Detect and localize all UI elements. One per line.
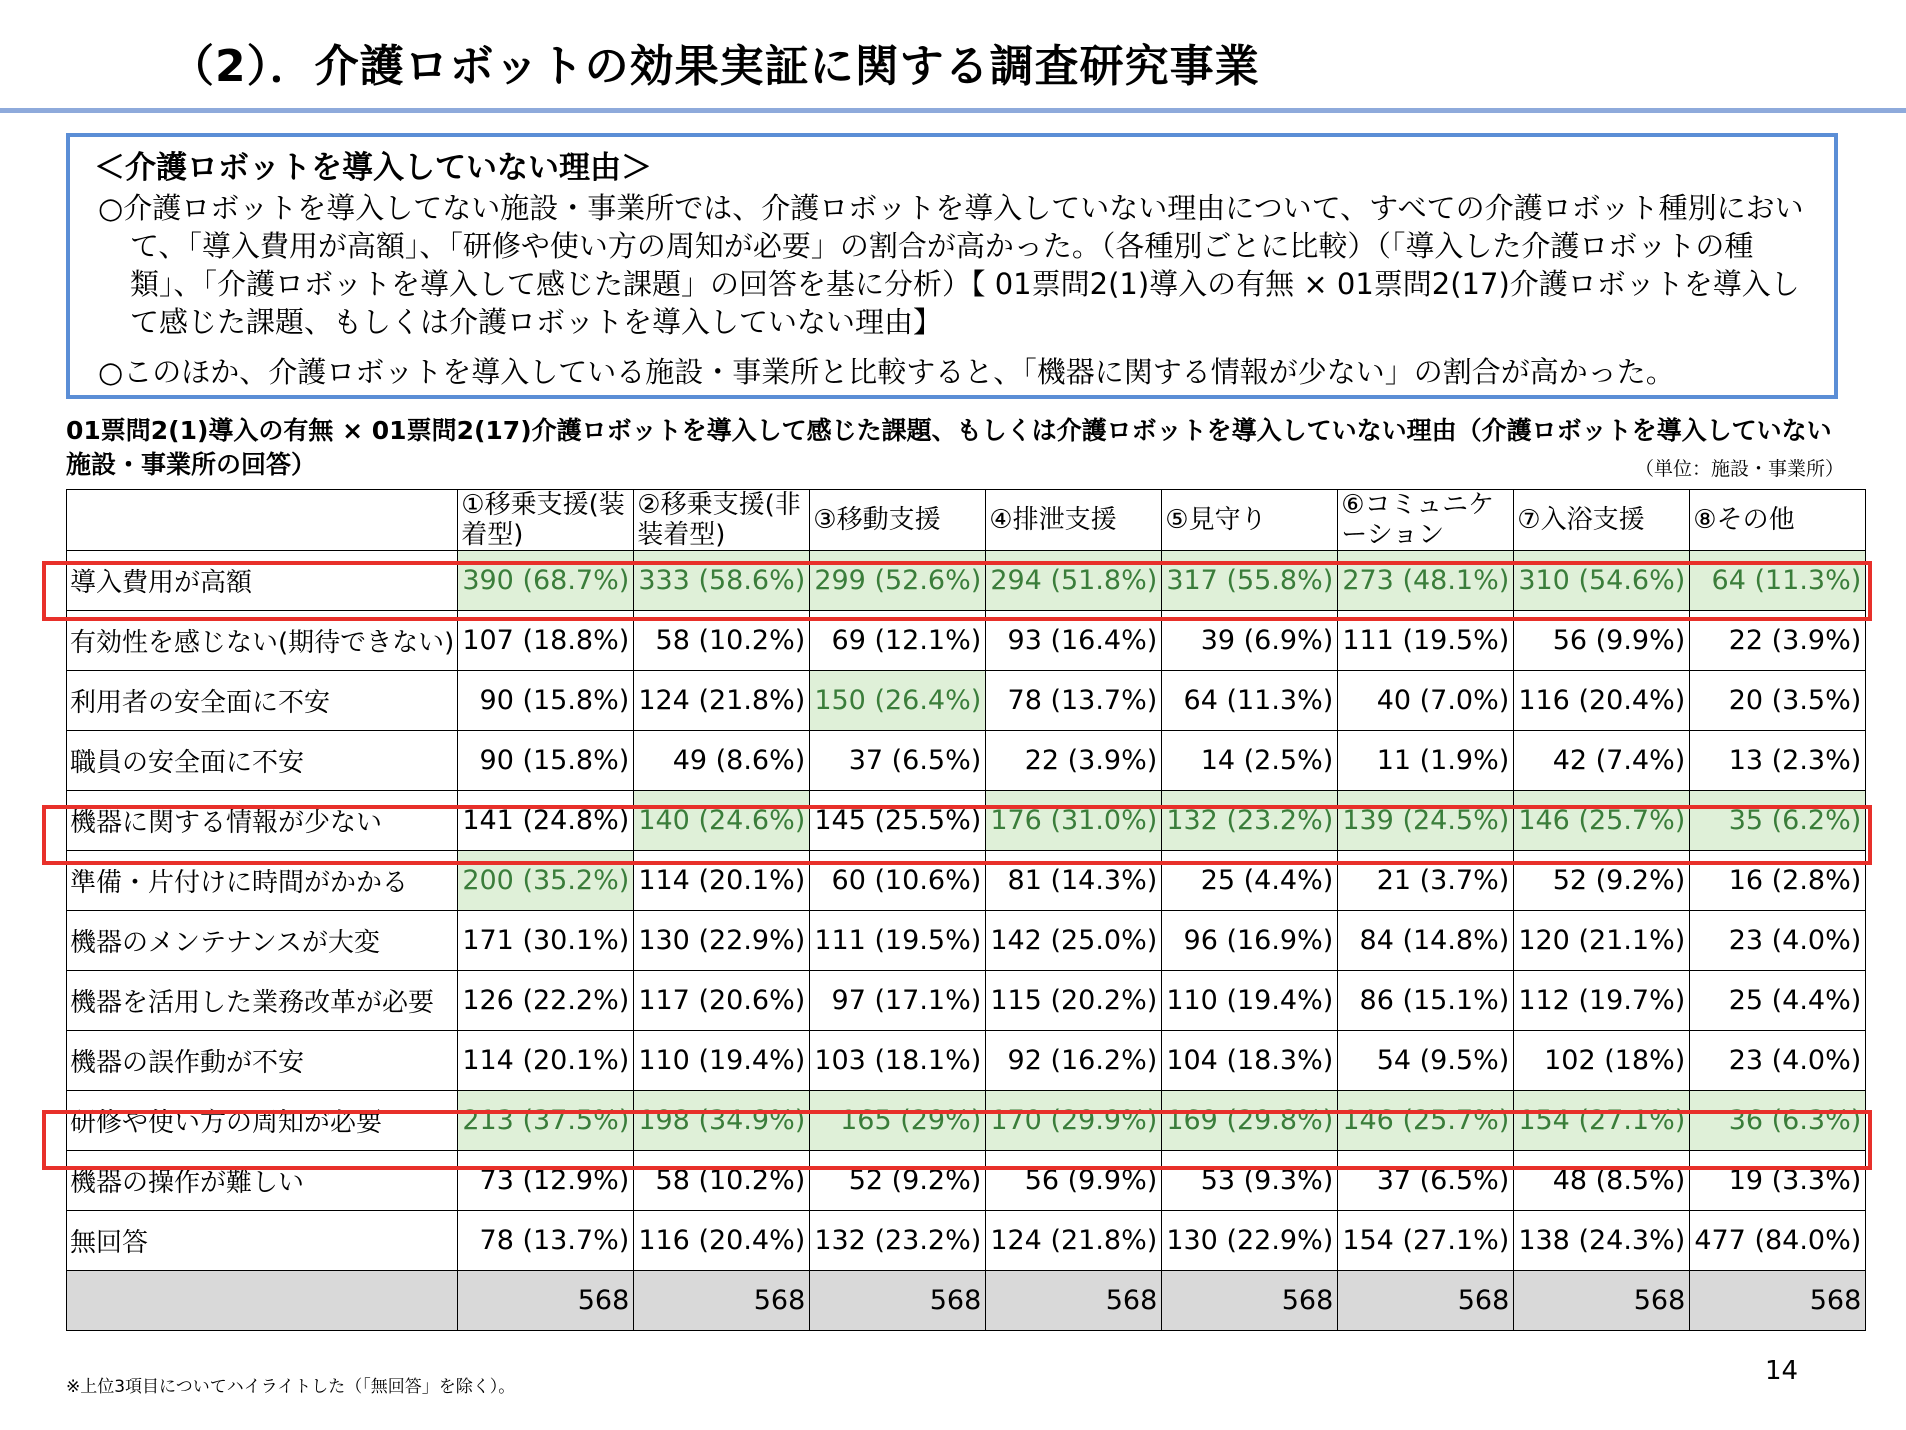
table-cell: 58 (10.2%) [634,611,810,671]
table-cell: 53 (9.3%) [1162,1151,1338,1211]
table-cell: 111 (19.5%) [810,911,986,971]
footnote: ※上位3項目についてハイライトした（「無回答」を除く）。 [66,1377,516,1397]
table-cell: 170 (29.9%) [986,1091,1162,1151]
table-cell: 103 (18.1%) [810,1031,986,1091]
table-cell: 141 (24.8%) [458,791,634,851]
table-row [67,551,1866,611]
table-cell: 171 (30.1%) [458,911,634,971]
table-row [67,671,1866,731]
table-cell: 115 (20.2%) [986,971,1162,1031]
table-row [67,731,1866,791]
table-cell: 40 (7.0%) [1338,671,1514,731]
table-cell: 124 (21.8%) [634,671,810,731]
table-cell: 140 (24.6%) [634,791,810,851]
table-cell: 146 (25.7%) [1338,1091,1514,1151]
table-cell: 104 (18.3%) [1162,1031,1338,1091]
table-cell: 120 (21.1%) [1514,911,1690,971]
table-cell: 19 (3.3%) [1690,1151,1866,1211]
table-cell: 110 (19.4%) [634,1031,810,1091]
table-row [67,1091,1866,1151]
table-cell: 97 (17.1%) [810,971,986,1031]
summary-heading: ＜介護ロボットを導入していない理由＞ [94,150,652,186]
table-cell: 37 (6.5%) [810,731,986,791]
unit-note: （単位：施設・事業所） [1634,458,1844,480]
total-cell: 568 [810,1271,986,1331]
table-cell: 64 (11.3%) [1162,671,1338,731]
column-header: ①移乗支援(装着型) [458,490,634,551]
table-cell: 49 (8.6%) [634,731,810,791]
table-cell: 25 (4.4%) [1162,851,1338,911]
table-cell: 56 (9.9%) [1514,611,1690,671]
table-cell: 110 (19.4%) [1162,971,1338,1031]
header-corner [67,490,458,551]
table-body [67,551,1866,1331]
column-header: ⑦入浴支援 [1514,490,1690,551]
table-cell: 37 (6.5%) [1338,1151,1514,1211]
column-header: ⑧その他 [1690,490,1866,551]
table-cell: 22 (3.9%) [986,731,1162,791]
table-cell: 48 (8.5%) [1514,1151,1690,1211]
table-cell: 102 (18%) [1514,1031,1690,1091]
table-cell: 93 (16.4%) [986,611,1162,671]
table-cell: 42 (7.4%) [1514,731,1690,791]
table-cell: 90 (15.8%) [458,671,634,731]
row-label: 機器の操作が難しい [67,1151,458,1211]
summary-box [66,133,1838,399]
table-cell: 165 (29%) [810,1091,986,1151]
total-cell: 568 [458,1271,634,1331]
row-label: 準備・片付けに時間がかかる [67,851,458,911]
summary-paragraph-1: ○介護ロボットを導入してない施設・事業所では、介護ロボットを導入していない理由について、すべての介護ロボット種別において、「導入費用が高額」、「研修や使い方の周知が必要」の割合が高かった。（各種別ごとに比較）（「導入した介護ロボットの種類」、「介護ロボットを導入して感じた課題」の回答を基に分析）【 01票問2(1)導入の有無 × 01票問2(17)介護ロボットを導入して感じた課題、もしくは介護ロボットを導入していない理由】 [98,191,1804,339]
row-label: 機器を活用した業務改革が必要 [67,971,458,1031]
table-row [67,911,1866,971]
total-cell: 568 [1162,1271,1338,1331]
table-cell: 54 (9.5%) [1338,1031,1514,1091]
table-cell: 86 (15.1%) [1338,971,1514,1031]
table-cell: 21 (3.7%) [1338,851,1514,911]
column-header: ④排泄支援 [986,490,1162,551]
table-cell: 114 (20.1%) [458,1031,634,1091]
table-cell: 36 (6.3%) [1690,1091,1866,1151]
table-cell: 142 (25.0%) [986,911,1162,971]
table-cell: 130 (22.9%) [634,911,810,971]
table-row [67,1211,1866,1271]
table-cell: 116 (20.4%) [1514,671,1690,731]
table-cell: 176 (31.0%) [986,791,1162,851]
row-label: 職員の安全面に不安 [67,731,458,791]
table-cell: 14 (2.5%) [1162,731,1338,791]
table-row [67,611,1866,671]
table-cell: 132 (23.2%) [810,1211,986,1271]
table-row [67,851,1866,911]
table-cell: 58 (10.2%) [634,1151,810,1211]
table-cell: 116 (20.4%) [634,1211,810,1271]
table-cell: 273 (48.1%) [1338,551,1514,611]
table-cell: 111 (19.5%) [1338,611,1514,671]
page-title: （2）．介護ロボットの効果実証に関する調査研究事業 [170,41,1260,92]
row-label: 無回答 [67,1211,458,1271]
table-cell: 130 (22.9%) [1162,1211,1338,1271]
table-cell: 138 (24.3%) [1514,1211,1690,1271]
table-cell: 198 (34.9%) [634,1091,810,1151]
row-label: 機器のメンテナンスが大変 [67,911,458,971]
table-cell: 310 (54.6%) [1514,551,1690,611]
table-cell: 114 (20.1%) [634,851,810,911]
table-cell: 20 (3.5%) [1690,671,1866,731]
row-label: 機器に関する情報が少ない [67,791,458,851]
table-cell: 60 (10.6%) [810,851,986,911]
table-row [67,1151,1866,1211]
table-cell: 200 (35.2%) [458,851,634,911]
results-table [66,489,1866,1331]
row-label: 有効性を感じない(期待できない) [67,611,458,671]
table-cell: 126 (22.2%) [458,971,634,1031]
row-label: 研修や使い方の周知が必要 [67,1091,458,1151]
table-cell: 154 (27.1%) [1514,1091,1690,1151]
table-cell: 132 (23.2%) [1162,791,1338,851]
row-label: 利用者の安全面に不安 [67,671,458,731]
table-cell: 25 (4.4%) [1690,971,1866,1031]
table-cell: 81 (14.3%) [986,851,1162,911]
table-cell: 107 (18.8%) [458,611,634,671]
column-header: ⑥コミュニケーション [1338,490,1514,551]
table-cell: 69 (12.1%) [810,611,986,671]
table-cell: 92 (16.2%) [986,1031,1162,1091]
total-cell: 568 [634,1271,810,1331]
table-cell: 64 (11.3%) [1690,551,1866,611]
column-header: ②移乗支援(非装着型) [634,490,810,551]
table-cell: 117 (20.6%) [634,971,810,1031]
table-row [67,971,1866,1031]
total-cell: 568 [1338,1271,1514,1331]
table-cell: 35 (6.2%) [1690,791,1866,851]
row-label: 機器の誤作動が不安 [67,1031,458,1091]
column-header: ③移動支援 [810,490,986,551]
header-row [67,490,1866,551]
column-header: ⑤見守り [1162,490,1338,551]
title-divider [0,108,1906,113]
total-cell: 568 [986,1271,1162,1331]
table-cell: 294 (51.8%) [986,551,1162,611]
table-cell: 23 (4.0%) [1690,1031,1866,1091]
table-row [67,1031,1866,1091]
table-cell: 112 (19.7%) [1514,971,1690,1031]
page-number: 14 [1765,1356,1799,1386]
table-cell: 96 (16.9%) [1162,911,1338,971]
table-cell: 23 (4.0%) [1690,911,1866,971]
table-cell: 390 (68.7%) [458,551,634,611]
table-cell: 299 (52.6%) [810,551,986,611]
table-cell: 477 (84.0%) [1690,1211,1866,1271]
table-cell: 333 (58.6%) [634,551,810,611]
summary-paragraph-2: ○このほか、介護ロボットを導入している施設・事業所と比較すると、「機器に関する情報が少ない」の割合が高かった。 [98,355,1675,389]
total-cell: 568 [1514,1271,1690,1331]
table-cell: 169 (29.8%) [1162,1091,1338,1151]
table-cell: 73 (12.9%) [458,1151,634,1211]
table-cell: 22 (3.9%) [1690,611,1866,671]
table-cell: 78 (13.7%) [986,671,1162,731]
table-cell: 150 (26.4%) [810,671,986,731]
table-cell: 84 (14.8%) [1338,911,1514,971]
table-cell: 154 (27.1%) [1338,1211,1514,1271]
table-cell: 78 (13.7%) [458,1211,634,1271]
table-cell: 13 (2.3%) [1690,731,1866,791]
table-cell: 139 (24.5%) [1338,791,1514,851]
table-row [67,791,1866,851]
total-row [67,1271,1866,1331]
table-caption: 01票問2(1)導入の有無 × 01票問2(17)介護ロボットを導入して感じた課題、もしくは介護ロボットを導入していない理由（介護ロボットを導入していない施設・事業所の回答） [66,416,1832,479]
total-cell: 568 [1690,1271,1866,1331]
row-label: 導入費用が高額 [67,551,458,611]
table-cell: 145 (25.5%) [810,791,986,851]
table-cell: 52 (9.2%) [810,1151,986,1211]
table-cell: 124 (21.8%) [986,1211,1162,1271]
table-cell: 52 (9.2%) [1514,851,1690,911]
table-cell: 11 (1.9%) [1338,731,1514,791]
table-cell: 146 (25.7%) [1514,791,1690,851]
table-cell: 317 (55.8%) [1162,551,1338,611]
table-cell: 56 (9.9%) [986,1151,1162,1211]
table-cell: 16 (2.8%) [1690,851,1866,911]
table-cell: 213 (37.5%) [458,1091,634,1151]
table-cell: 90 (15.8%) [458,731,634,791]
table-cell: 39 (6.9%) [1162,611,1338,671]
total-label-cell [67,1271,458,1331]
